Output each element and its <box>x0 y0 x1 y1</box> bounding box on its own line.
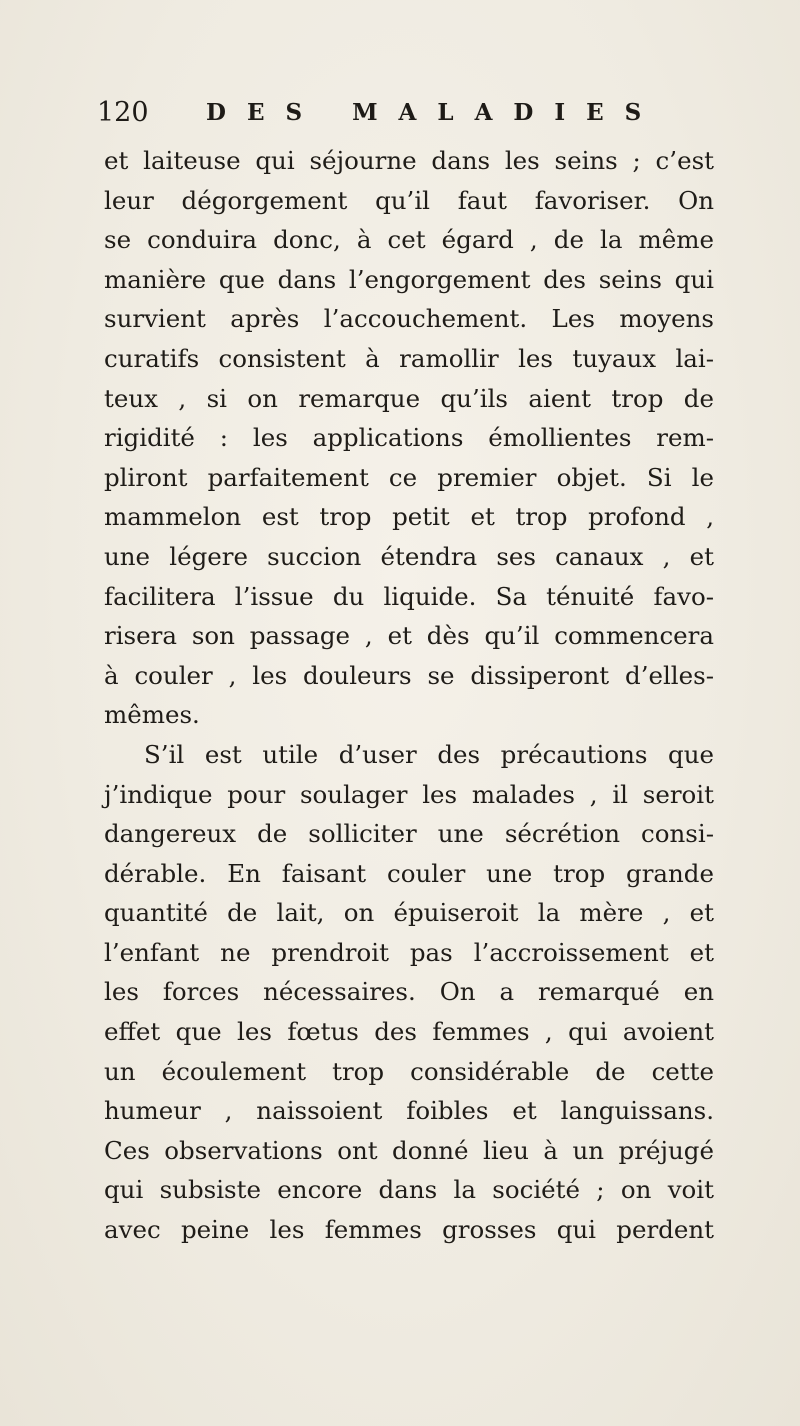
text-line: teux , si on remarque qu’ils aient trop de <box>104 383 714 413</box>
page-header <box>97 96 697 136</box>
text-line: S’il est utile d’user des précautions que <box>144 739 714 769</box>
text-line: dérable. En faisant couler une trop grande <box>104 858 714 888</box>
text-line: leur dégorgement qu’il faut favoriser. On <box>104 185 714 215</box>
body-text <box>104 141 714 1250</box>
text-line: une légere succion étendra ses canaux , et <box>104 541 714 571</box>
text-line: quantité de lait, on épuiseroit la mère , et <box>104 898 714 928</box>
text-line: rigidité : les applications émollientes rem- <box>104 423 714 453</box>
text-line: Ces observations ont donné lieu à un préjugé <box>104 1135 714 1165</box>
text-line: curatifs consistent à ramollir les tuyaux lai- <box>104 343 714 373</box>
text-line: manière que dans l’engorgement des seins qui <box>104 264 714 294</box>
text-line: dangereux de solliciter une sécrétion consi- <box>104 819 714 849</box>
text-line: se conduira donc, à cet égard , de la même <box>104 225 714 255</box>
text-line: et laiteuse qui séjourne dans les seins ; c’est <box>104 146 714 175</box>
text-line: les forces nécessaires. On a remarqué en <box>104 977 714 1007</box>
text-line: survient après l’accouchement. Les moyens <box>104 304 714 334</box>
text-line: risera son passage , et dès qu’il commencera <box>104 621 714 651</box>
text-line: mêmes. <box>104 700 200 730</box>
text-line: effet que les fœtus des femmes , qui avoient <box>104 1017 714 1047</box>
text-line: qui subsiste encore dans la société ; on voit <box>104 1175 714 1205</box>
text-line: facilitera l’issue du liquide. Sa ténuité favo- <box>104 581 714 611</box>
text-line: à couler , les douleurs se dissiperont d’elles- <box>104 660 714 690</box>
text-line: l’enfant ne prendroit pas l’accroissement et <box>104 937 714 967</box>
text-line: humeur , naissoient foibles et languissans. <box>104 1096 714 1126</box>
text-line: avec peine les femmes grosses qui perdent <box>104 1215 714 1245</box>
text-line: j’indique pour soulager les malades , il seroit <box>104 779 714 809</box>
text-line: mammelon est trop petit et trop profond , <box>104 502 714 532</box>
page-number: 120 <box>97 97 149 128</box>
text-line: un écoulement trop considérable de cette <box>104 1056 714 1086</box>
text-line: pliront parfaitement ce premier objet. Si le <box>104 462 714 492</box>
running-title: DES MALADIES <box>206 99 663 126</box>
